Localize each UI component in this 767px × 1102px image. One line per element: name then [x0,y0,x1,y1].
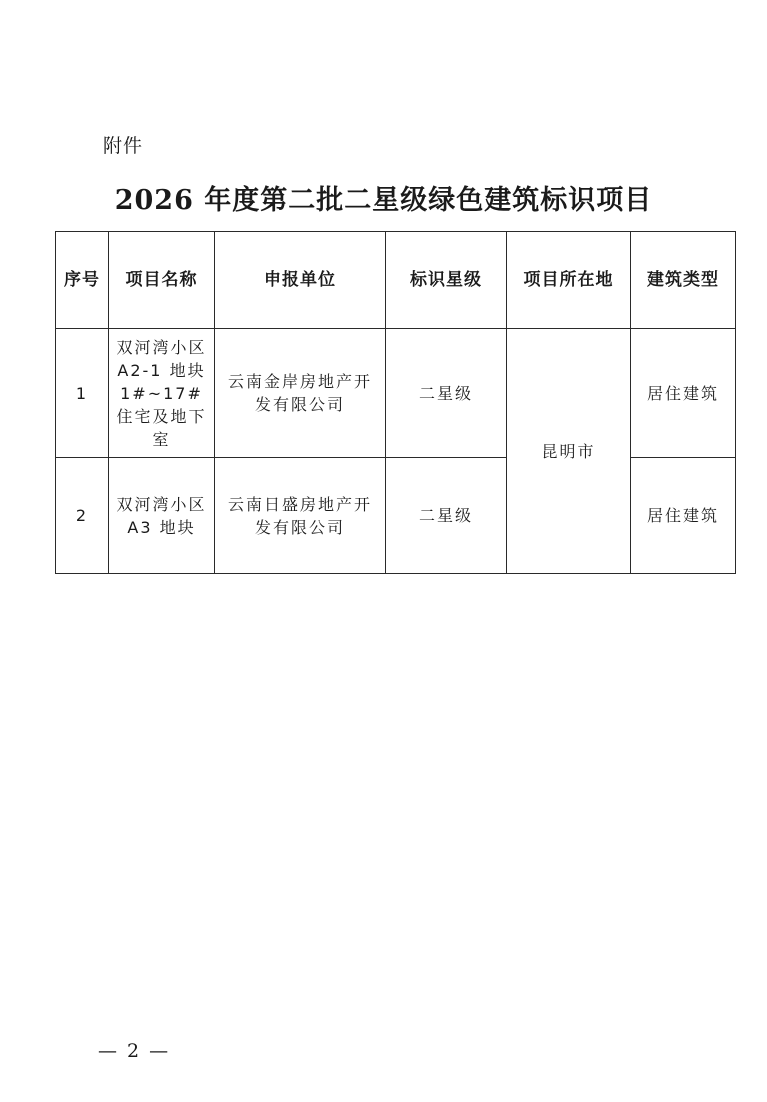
cell-building-type: 居住建筑 [631,329,736,458]
table-header-row [56,232,736,329]
cell-location: 昆明市 [507,329,631,574]
cell-project-name: 双河湾小区 A2-1 地块 1#~17# 住宅及地下室 [109,329,215,458]
cell-index: 1 [56,329,109,458]
header-location: 项目所在地 [507,232,631,329]
header-star-level: 标识星级 [386,232,507,329]
cell-applicant: 云南金岸房地产开发有限公司 [215,329,386,458]
cell-star-level: 二星级 [386,329,507,458]
header-project-name: 项目名称 [109,232,215,329]
document-title: 2026 年度第二批二星级绿色建筑标识项目 [114,185,653,216]
header-index: 序号 [56,232,109,329]
header-applicant: 申报单位 [215,232,386,329]
header-building-type: 建筑类型 [631,232,736,329]
page-number: — 2 — [98,1040,171,1062]
cell-star-level: 二星级 [386,458,507,574]
table-row [56,329,736,458]
cell-building-type: 居住建筑 [631,458,736,574]
cell-project-name: 双河湾小区 A3 地块 [109,458,215,574]
table-row [56,458,736,574]
project-table [55,231,736,574]
cell-applicant: 云南日盛房地产开发有限公司 [215,458,386,574]
attachment-label: 附件 [103,135,144,157]
cell-index: 2 [56,458,109,574]
